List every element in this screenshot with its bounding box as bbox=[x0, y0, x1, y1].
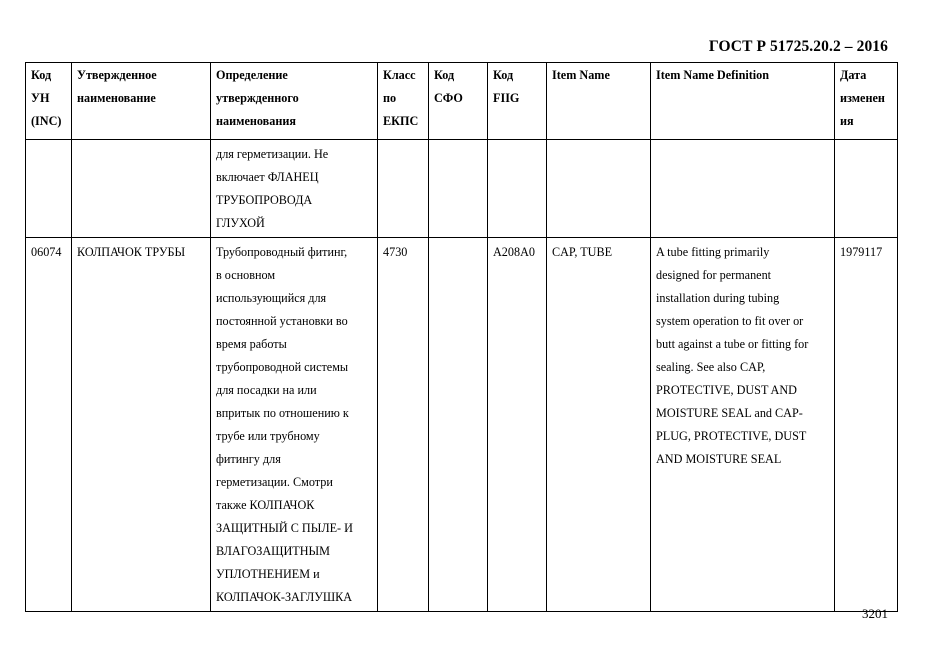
header-definition: Определение утвержденного наименования bbox=[211, 63, 378, 140]
header-change-date: Дата изменен ия bbox=[835, 63, 898, 140]
cell-inc bbox=[26, 140, 72, 238]
cell-item-name: CAP, TUBE bbox=[547, 238, 651, 612]
header-fiig-code: Код FIIG bbox=[488, 63, 547, 140]
cell-item-name-definition: A tube fitting primarily designed for permanent installation during tubing system operation to fit over or butt against a tube or fitting for sealing. See also CAP, PROTECTIVE, DUST AND MOISTURE SEAL and CAP- PLUG, PROTECTIVE, DUST AND MOISTURE SEAL bbox=[651, 238, 835, 612]
cell-fiig-code: A208A0 bbox=[488, 238, 547, 612]
classification-table bbox=[25, 62, 898, 612]
cell-fiig-code bbox=[488, 140, 547, 238]
header-approved-name: Утвержденное наименование bbox=[72, 63, 211, 140]
cell-change-date bbox=[835, 140, 898, 238]
cell-definition: Трубопроводный фитинг, в основном использующийся для постоянной установки во время работы трубопроводной системы для посадки на или впритык по отношению к трубе или трубному фитингу для герметизации. Смотри также КОЛПАЧОК ЗАЩИТНЫЙ С ПЫЛЕ- И ВЛАГОЗАЩИТНЫМ УПЛОТНЕНИЕМ и КОЛПАЧОК-ЗАГЛУШКА bbox=[211, 238, 378, 612]
header-item-name-definition: Item Name Definition bbox=[651, 63, 835, 140]
page-number: 3201 bbox=[862, 606, 888, 621]
cell-change-date: 1979117 bbox=[835, 238, 898, 612]
header-sfo-code: Код СФО bbox=[429, 63, 488, 140]
cell-ekps-class: 4730 bbox=[378, 238, 429, 612]
table-header-row bbox=[26, 63, 898, 140]
cell-sfo-code bbox=[429, 140, 488, 238]
table-row-continuation bbox=[26, 140, 898, 238]
cell-sfo-code bbox=[429, 238, 488, 612]
header-item-name: Item Name bbox=[547, 63, 651, 140]
header-ekps-class: Класс по ЕКПС bbox=[378, 63, 429, 140]
cell-definition: для герметизации. Не включает ФЛАНЕЦ ТРУБОПРОВОДА ГЛУХОЙ bbox=[211, 140, 378, 238]
cell-item-name bbox=[547, 140, 651, 238]
table-row-06074 bbox=[26, 238, 898, 612]
cell-approved-name bbox=[72, 140, 211, 238]
cell-approved-name: КОЛПАЧОК ТРУБЫ bbox=[72, 238, 211, 612]
document-header: ГОСТ Р 51725.20.2 – 2016 bbox=[708, 38, 888, 55]
cell-inc: 06074 bbox=[26, 238, 72, 612]
cell-ekps-class bbox=[378, 140, 429, 238]
cell-item-name-definition bbox=[651, 140, 835, 238]
header-inc-code: Код УН (INC) bbox=[26, 63, 72, 140]
